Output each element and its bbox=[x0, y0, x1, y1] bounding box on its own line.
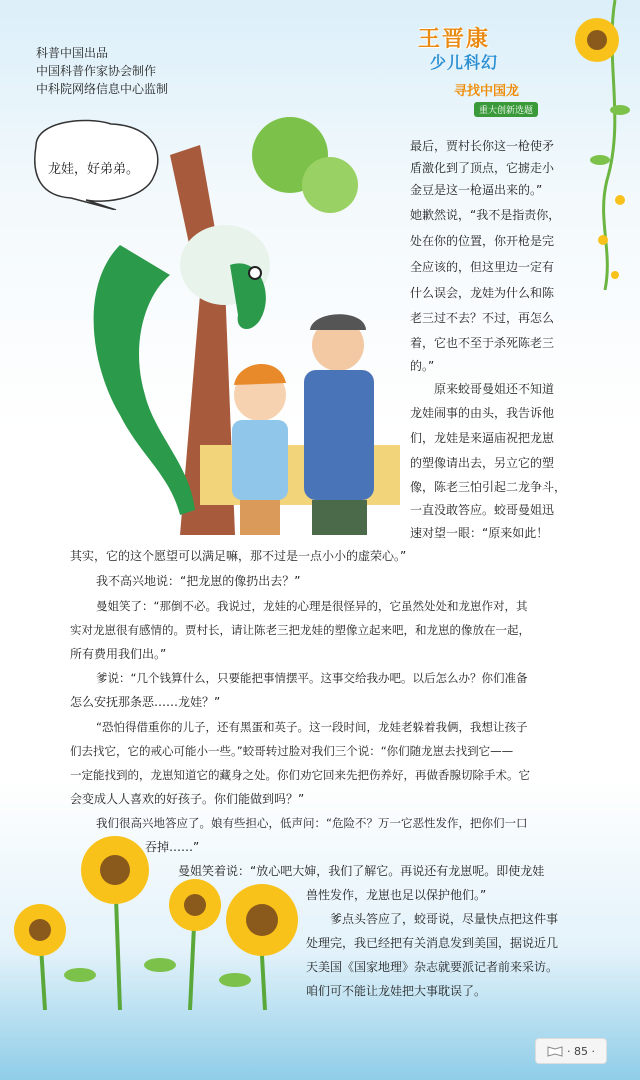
publisher-line-1: 科普中国出品 bbox=[36, 46, 109, 60]
rc-line-13: 的塑像请出去，另立它的塑 bbox=[410, 456, 555, 470]
fw-line-17: 天美国《国家地理》杂志就要派记者前来采访。 bbox=[306, 960, 559, 974]
series-title: 王晋康 bbox=[418, 27, 491, 52]
rc-line-5: 全应该的，但这里边一定有 bbox=[410, 260, 555, 274]
rc-line-1: 盾激化到了顶点，它掳走小 bbox=[410, 161, 555, 175]
fw-line-1: 我不高兴地说：“把龙崽的像扔出去？” bbox=[96, 574, 301, 588]
series-badge: 重大创新选题 bbox=[474, 102, 538, 117]
fw-line-7: “恐怕得借重你的儿子，还有黑蛋和英子。这一段时间，龙娃老躲着我俩，我想让孩子 bbox=[96, 720, 528, 734]
rc-line-0: 最后，贾村长你这一枪使矛 bbox=[410, 139, 555, 153]
rc-line-15: 一直没敢答应。蛟哥曼姐迅 bbox=[410, 503, 555, 517]
fw-line-15: 爹点头答应了，蛟哥说，尽量快点把这件事 bbox=[330, 912, 559, 926]
rc-line-12: 们，龙娃是来逼庙祝把龙崽 bbox=[410, 431, 555, 445]
rc-line-11: 龙娃闹事的由头，我告诉他 bbox=[410, 406, 555, 420]
publisher-info bbox=[36, 44, 168, 98]
book-icon bbox=[547, 1045, 563, 1057]
series-subtitle: 少儿科幻 bbox=[430, 53, 499, 72]
rc-line-3: 她歉然说，“我不是指责你， bbox=[410, 208, 561, 222]
rc-line-6: 什么误会，龙娃为什么和陈 bbox=[410, 286, 555, 300]
sunflower-vine-icon bbox=[575, 0, 640, 290]
rc-line-14: 像，陈老三怕引起二龙争斗， bbox=[410, 480, 567, 494]
fw-line-13: 曼姐笑着说：“放心吧大婶，我们了解它。再说还有龙崽呢。即使龙娃 bbox=[178, 864, 545, 878]
page-number-box bbox=[535, 1038, 607, 1064]
rc-line-2: 金豆是这一枪逼出来的。” bbox=[410, 183, 543, 197]
rc-line-9: 的。” bbox=[410, 359, 435, 373]
fw-line-18: 咱们可不能让龙娃把大事耽误了。 bbox=[306, 984, 487, 998]
rc-line-4: 处在你的位置，你开枪是完 bbox=[410, 234, 555, 248]
rc-line-10: 原来蛟哥曼姐还不知道 bbox=[434, 382, 555, 396]
sunflowers-icon bbox=[0, 810, 320, 1010]
rc-line-7: 老三过不去？不过，再怎么 bbox=[410, 311, 555, 325]
publisher-line-2: 中国科普作家协会制作 bbox=[36, 64, 157, 78]
fw-line-9: 一定能找到的，龙崽知道它的藏身之处。你们劝它回来先把伤养好，再做香腺切除手术。它 bbox=[70, 768, 530, 782]
page-number: · 85 · bbox=[567, 1044, 595, 1058]
fw-line-6: 怎么安抚那条恶……龙娃？” bbox=[70, 695, 221, 709]
publisher-line-3: 中科院网络信息中心监制 bbox=[36, 82, 169, 96]
fw-line-8: 们去找它，它的戒心可能小一些。”蛟哥转过脸对我们三个说：“你们随龙崽去找到它—— bbox=[70, 744, 514, 758]
fw-line-3: 实对龙崽很有感情的。贾村长，请让陈老三把龙娃的塑像立起来吧，和龙崽的像放在一起， bbox=[70, 623, 530, 637]
fw-line-10: 会变成人人喜欢的好孩子。你们能做到吗？” bbox=[70, 792, 305, 806]
fw-line-0: 其实，它的这个愿望可以满足嘛，那不过是一点小小的虚荣心。” bbox=[70, 549, 407, 563]
rc-line-16: 速对望一眼：“原来如此！ bbox=[410, 526, 549, 540]
fw-line-11: 我们很高兴地答应了。娘有些担心，低声问：“危险不？万一它恶性发作，把你们一口 bbox=[96, 816, 528, 830]
fw-line-5: 爹说：“几个钱算什么，只要能把事情摆平。这事交给我办吧。以后怎么办？你们准备 bbox=[96, 671, 528, 685]
fw-line-14: 兽性发作，龙崽也足以保护他们。” bbox=[306, 888, 487, 902]
fw-line-4: 所有费用我们出。” bbox=[70, 647, 167, 661]
fw-line-12: 吞掉……” bbox=[145, 840, 200, 854]
book-title: 寻找中国龙 bbox=[454, 84, 520, 99]
bubble-text: 龙娃，好弟弟。 bbox=[48, 162, 140, 177]
rc-line-8: 着，它也不至于杀死陈老三 bbox=[410, 336, 555, 350]
fw-line-16: 处理完，我已经把有关消息发到美国，据说近几 bbox=[306, 936, 559, 950]
fw-line-2: 曼姐笑了：“那倒不必。我说过，龙娃的心理是很怪异的，它虽然处处和龙崽作对，其 bbox=[96, 599, 528, 613]
